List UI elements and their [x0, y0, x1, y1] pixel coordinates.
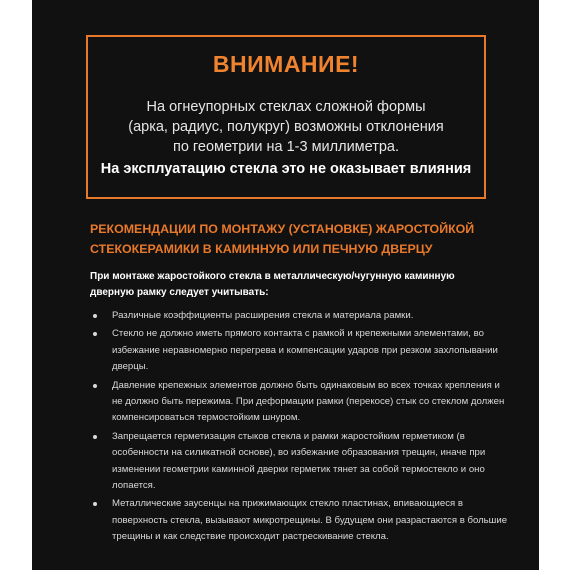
warning-note: На эксплуатацию стекла это не оказывает влияния — [100, 161, 472, 177]
recommendations-heading — [90, 219, 510, 259]
list-item-text: Давление крепежных элементов должно быть одинаковым во всех точках крепления и не должно быть пережима. При деформации рамки (перекосе) стык со стеклом должен компенсироваться термостойким шнуром. — [112, 379, 505, 424]
bullet-icon — [93, 314, 97, 318]
info-page — [32, 0, 539, 570]
list-item-text: Различные коэффициенты расширения стекла и материала рамки. — [112, 310, 414, 321]
warning-line: (арка, радиус, полукруг) возможны отклонения — [128, 119, 444, 135]
heading-line: СТЕКОКЕРАМИКИ В КАМИННУЮ ИЛИ ПЕЧНУЮ ДВЕРЦУ — [90, 242, 433, 256]
list-item-text: Запрещается герметизация стыков стекла и рамки жаростойким герметиком (в особенности на силикатной основе), во избежание образования трещин, иначе при изменении геометрии каминной дверки герметик тянет за собой термостекло и оно лопается. — [112, 430, 486, 492]
list-item — [90, 429, 508, 495]
intro-line: При монтаже жаростойкого стекла в металлическую/чугунную каминную — [90, 271, 455, 282]
bullet-icon — [93, 332, 97, 336]
bullet-icon — [93, 502, 97, 506]
warning-title: ВНИМАНИЕ! — [212, 51, 360, 77]
warning-line: по геометрии на 1-3 миллиметра. — [172, 139, 400, 155]
heading-line: РЕКОМЕНДАЦИИ ПО МОНТАЖУ (УСТАНОВКЕ) ЖАРОСТОЙКОЙ — [90, 222, 475, 236]
list-item-text: Стекло не должно иметь прямого контакта с рамкой и крепежными элементами, во избежание неравномерно перегрева и компенсации ударов при резком захлопывании дверцы. — [112, 328, 498, 373]
list-item-text: Металлические заусенцы на прижимающих стекло пластинах, впивающиеся в поверхность стекла, вызывают микротрещины. В будущем они разрастаются в большие трещины и как следствие происходит растрескивание стекла. — [112, 498, 508, 543]
recommendations-list — [90, 308, 508, 548]
list-item — [90, 326, 508, 375]
intro-line: дверную рамку следует учитывать: — [90, 287, 269, 298]
list-item — [90, 308, 508, 324]
bullet-icon — [93, 384, 97, 388]
bullet-icon — [93, 435, 97, 439]
warning-box — [86, 35, 486, 199]
list-item — [90, 496, 508, 545]
list-item — [90, 378, 508, 427]
warning-text — [88, 97, 484, 157]
intro-text — [90, 269, 510, 301]
warning-line: На огнеупорных стеклах сложной формы — [146, 99, 426, 115]
